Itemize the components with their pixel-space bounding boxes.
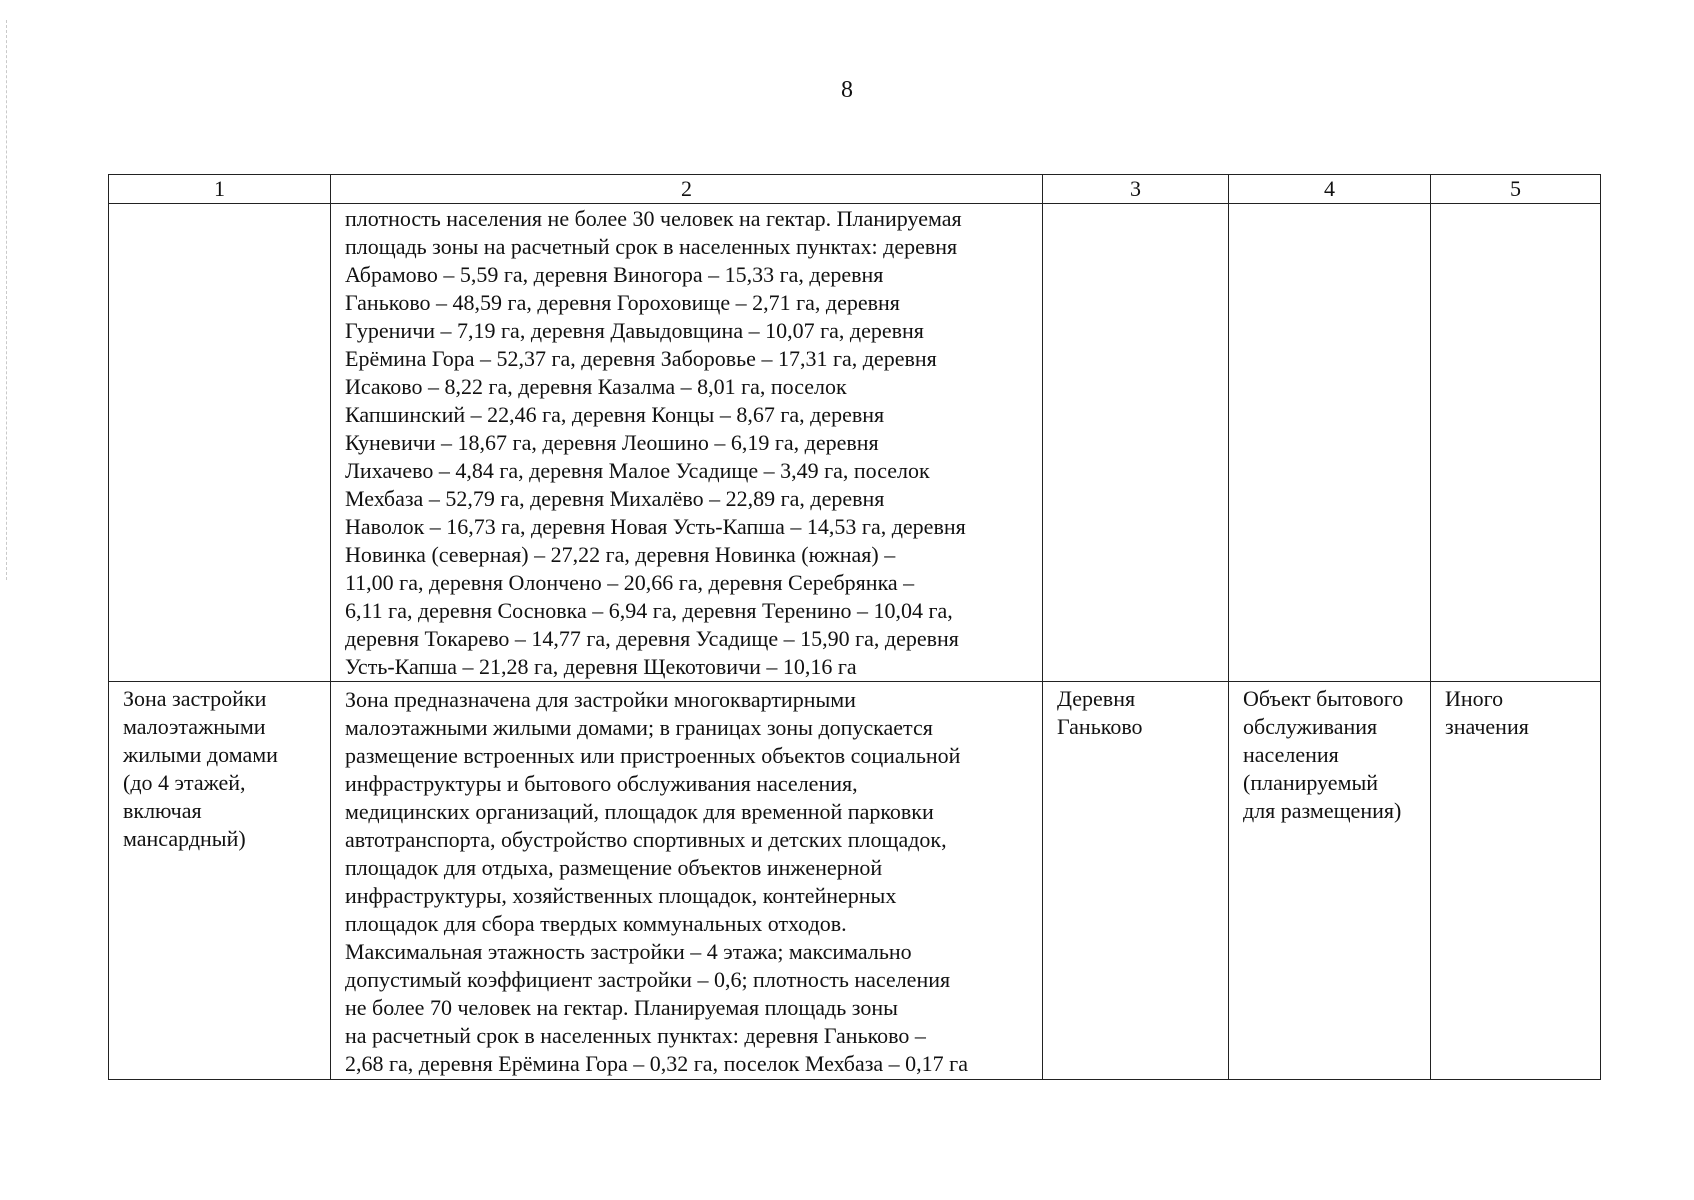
header-col-3: 3 [1043,175,1229,204]
row2-object-cell [1229,682,1431,1080]
page-number: 8 [841,77,853,103]
row1-zone-name-cell [109,204,331,682]
row1-description: плотность населения не более 30 человек на гектар. Планируемая площадь зоны на расчетный срок в населенных пунктах: деревня Абрамово – 5,59 га, деревня Виногора – 15,33 га, деревня Ганьково – 48,59 га, деревня Гороховище – 2,71 га, деревня Гуреничи – 7,19 га, деревня Давыдовщина – 10,07 га, деревня Ерёмина Гора – 52,37 га, деревня Заборовье – 17,31 га, деревня Исаково – 8,22 га, деревня Казалма – 8,01 га, поселок Капшинский – 22,46 га, деревня Концы – 8,67 га, деревня Куневичи – 18,67 га, деревня Леошино – 6,19 га, деревня Лихачево – 4,84 га, деревня Малое Усадище – 3,49 га, поселок Мехбаза – 52,79 га, деревня Михалёво – 22,89 га, деревня Наволок – 16,73 га, деревня Новая Усть-Капша – 14,53 га, деревня Новинка (северная) – 27,22 га, деревня Новинка (южная) – 11,00 га, деревня Олончено – 20,66 га, деревня Серебрянка – 6,11 га, деревня Сосновка – 6,94 га, деревня Теренино – 10,04 га, деревня Токарево – 14,77 га, деревня Усадище – 15,90 га, деревня Усть-Капша – 21,28 га, деревня Щекотовичи – 10,16 га [345,206,966,679]
header-col-2: 2 [331,175,1043,204]
row2-zone-name: Зона застройки малоэтажными жилыми домами (до 4 этажей, включая мансардный) [123,686,278,851]
header-col-4: 4 [1229,175,1431,204]
row2-zone-name-cell [109,682,331,1080]
row2-location: Деревня Ганьково [1057,686,1143,739]
table-row [109,682,1601,1080]
header-col-1: 1 [109,175,331,204]
row1-location-cell [1043,204,1229,682]
row1-description-cell [331,204,1043,682]
row2-significance-cell [1431,682,1601,1080]
table-header-row [109,175,1601,204]
row2-object: Объект бытового обслуживания населения (планируемый для размещения) [1243,686,1404,823]
table-row [109,204,1601,682]
row2-location-cell [1043,682,1229,1080]
zone-table [108,174,1601,1080]
row2-significance: Иного значения [1445,686,1529,739]
header-col-5: 5 [1431,175,1601,204]
row1-significance-cell [1431,204,1601,682]
scan-edge-artifact [6,20,8,580]
row2-description-cell [331,682,1043,1080]
row1-object-cell [1229,204,1431,682]
row2-description: Зона предназначена для застройки многоквартирными малоэтажными жилыми домами; в границах зоны допускается размещение встроенных или пристроенных объектов социальной инфраструктуры и бытового обслуживания населения, медицинских организаций, площадок для временной парковки автотранспорта, обустройство спортивных и детских площадок, площадок для отдыха, размещение объектов инженерной инфраструктуры, хозяйственных площадок, контейнерных площадок для сбора твердых коммунальных отходов. Максимальная этажность застройки – 4 этажа; максимально допустимый коэффициент застройки – 0,6; плотность населения не более 70 человек на гектар. Планируемая площадь зоны на расчетный срок в населенных пунктах: деревня Ганьково – 2,68 га, деревня Ерёмина Гора – 0,32 га, поселок Мехбаза – 0,17 га [345,687,968,1076]
